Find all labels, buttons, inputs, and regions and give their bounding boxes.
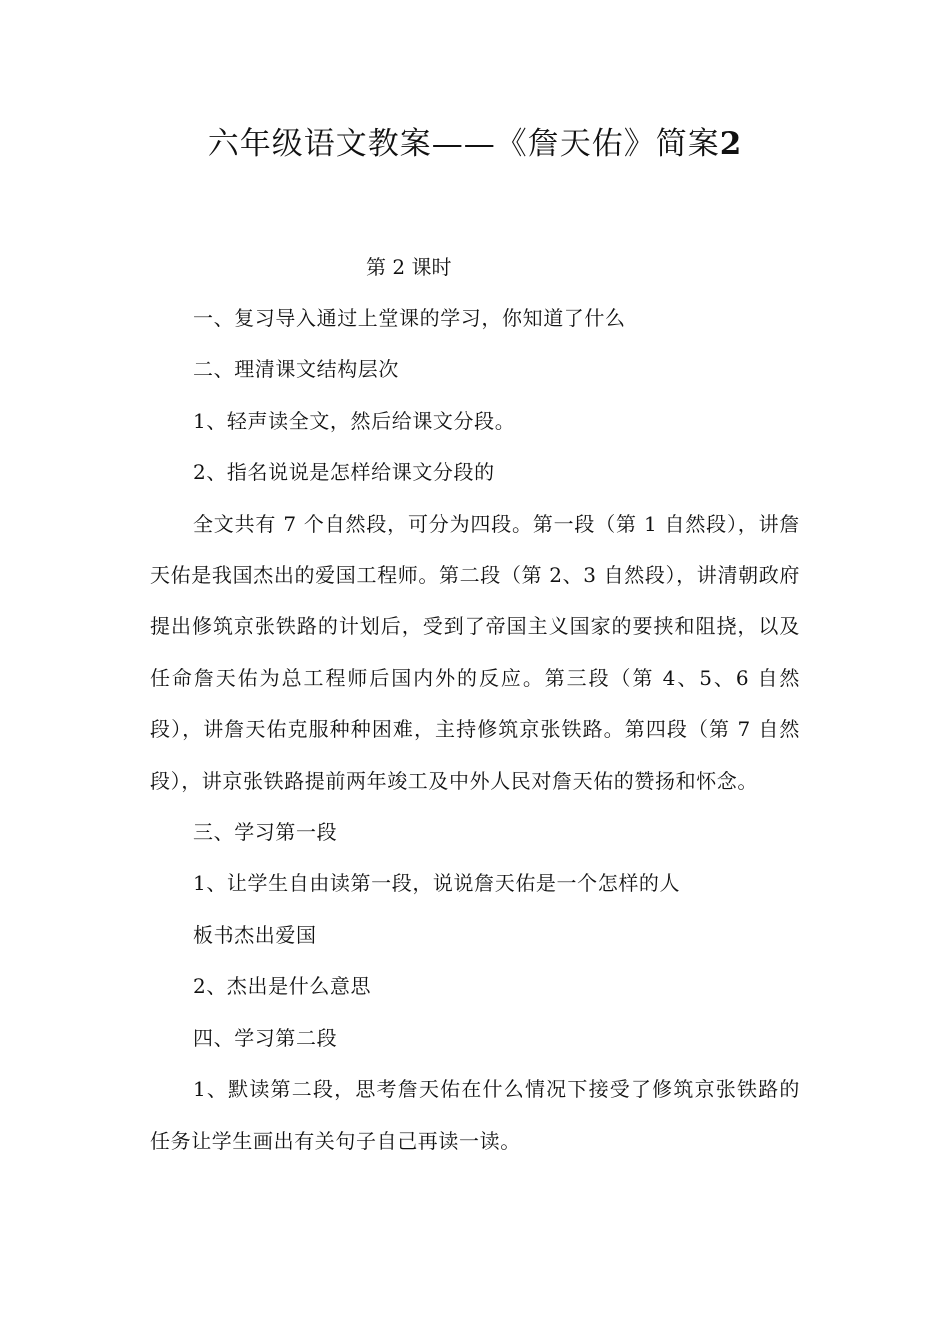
paragraph-structure-summary: 全文共有 7 个自然段，可分为四段。第一段（第 1 自然段），讲詹天佑是我国杰出的爱国工程师。第二段（第 2、3 自然段），讲清朝政府提出修筑京张铁路的计划后，受到了帝国主义国家的要挟和阻挠，以及任命詹天佑为总工程师后国内外的反应。第三段（第 4、5、6 自然段），讲詹天佑克服种种困难，主持修筑京张铁路。第四段（第 7 自然段），讲京张铁路提前两年竣工及中外人民对詹天佑的赞扬和怀念。 [150, 511, 800, 793]
paragraph-item-1c: 1、默读第二段，思考詹天佑在什么情况下接受了修筑京张铁路的任务让学生画出有关句子自己再读一读。 [150, 1077, 800, 1153]
document-title-text: 六年级语文教案——《詹天佑》简案 [207, 126, 720, 162]
paragraph-item-1b: 1、让学生自由读第一段，说说詹天佑是一个怎样的人 [193, 871, 681, 896]
paragraph-blackboard: 板书杰出爱国 [193, 922, 317, 947]
paragraph-section-two: 二、理清课文结构层次 [193, 357, 399, 382]
document-title-number: 2 [719, 126, 743, 162]
document-title [0, 122, 950, 166]
document-body [150, 293, 800, 1167]
paragraph-review-intro: 一、复习导入通过上堂课的学习，你知道了什么 [193, 306, 626, 330]
lesson-heading: 第 2 课时 [366, 255, 452, 279]
paragraph-section-four: 四、学习第二段 [193, 1025, 338, 1050]
paragraph-item-2b: 2、杰出是什么意思 [193, 974, 372, 999]
paragraph-item-1: 1、轻声读全文，然后给课文分段。 [193, 408, 516, 433]
paragraph-item-2: 2、指名说说是怎样给课文分段的 [193, 460, 495, 485]
paragraph-section-three: 三、学习第一段 [193, 820, 338, 845]
